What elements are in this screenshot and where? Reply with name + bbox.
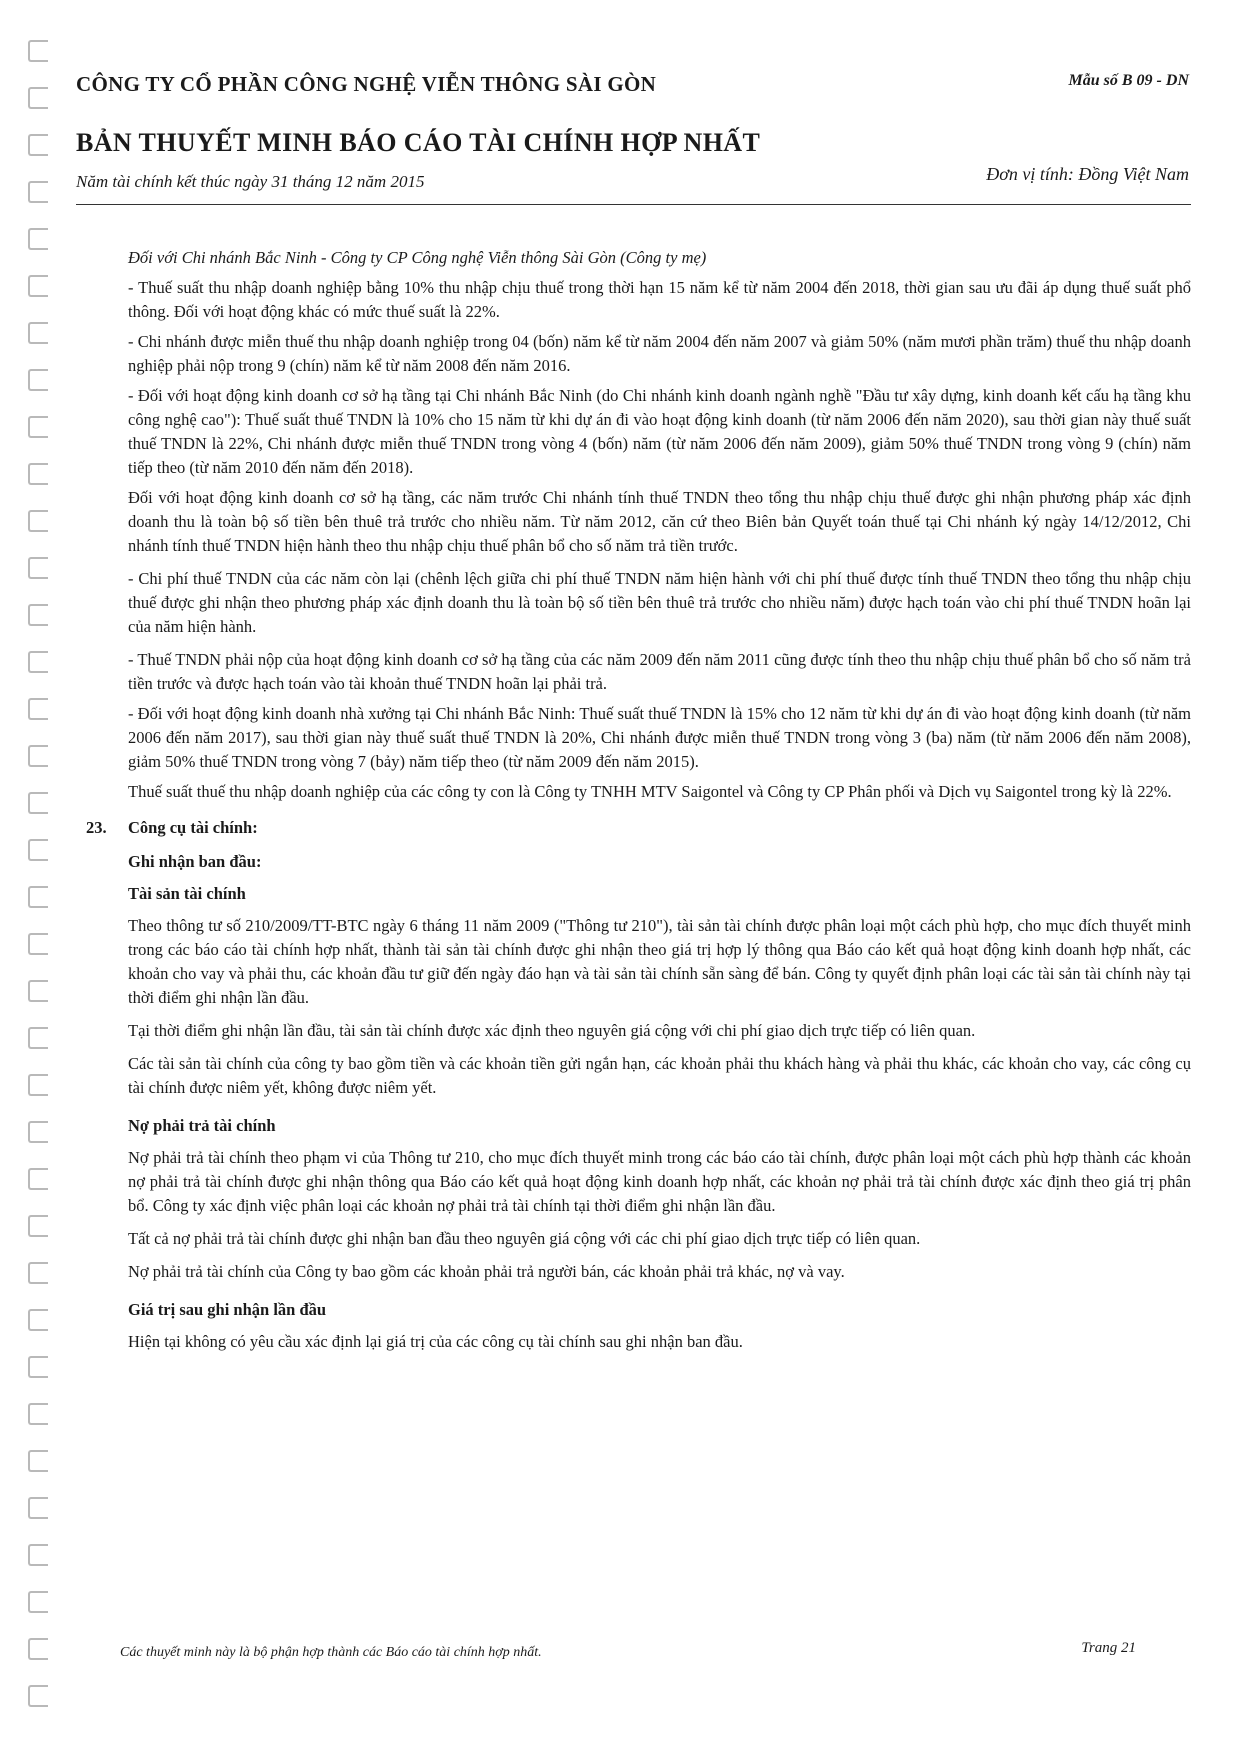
binding-hole [28,1027,48,1049]
tax-paragraph: - Chi phí thuế TNDN của các năm còn lại (chênh lệch giữa chi phí thuế TNDN năm hiện hành với chi phí thuế được tính thuế TNDN theo tổng thu nhập chịu thuế được ghi nhận theo phương pháp xác định doanh thu là toàn bộ số tiền bên thuê trả trước cho nhiều năm) được hạch toán vào chi phí thuế TNDN hoãn lại của năm hiện hành. [128,569,1191,636]
tax-paragraph: - Đối với hoạt động kinh doanh cơ sở hạ tầng tại Chi nhánh Bắc Ninh (do Chi nhánh kinh doanh ngành nghề "Đầu tư xây dựng, kinh doanh kết cấu hạ tầng khu công nghệ cao"): Thuế suất thuế TNDN là 10% cho 15 năm từ khi dự án đi vào hoạt động kinh doanh (từ năm 2006 đến năm 2020), sau thời gian này thuế suất thuế TNDN là 22%, Chi nhánh được miễn thuế TNDN trong vòng 4 (bốn) năm (từ năm 2006 đến năm 2009), giảm 50% thuế TNDN trong vòng 9 (chín) năm tiếp theo (từ năm 2010 đến năm đến 2018). [128,386,1191,477]
section-title: Công cụ tài chính: [128,818,258,837]
binding-hole [28,181,48,203]
binding-hole [28,980,48,1002]
header-divider [76,204,1191,205]
binding-hole [28,886,48,908]
binding-hole [28,40,48,62]
binding-hole [28,604,48,626]
tax-paragraph: - Thuế suất thu nhập doanh nghiệp bằng 10% thu nhập chịu thuế trong thời hạn 15 năm kể từ năm 2004 đến 2018, thời gian sau ưu đãi áp dụng thuế suất phổ thông. Đối với hoạt động khác có mức thuế suất là 22%. [128,278,1191,321]
subsequent-measurement-paragraph: Hiện tại không có yêu cầu xác định lại giá trị của các công cụ tài chính sau ghi nhận ban đầu. [128,1332,743,1351]
binding-hole [28,1403,48,1425]
binding-hole [28,651,48,673]
binding-hole [28,275,48,297]
tax-paragraph: Đối với hoạt động kinh doanh cơ sở hạ tầng, các năm trước Chi nhánh tính thuế TNDN theo tổng thu nhập chịu thuế được ghi nhận phương pháp xác định doanh thu là toàn bộ số tiền bên thuê trả trước cho nhiều năm. Từ năm 2012, căn cứ theo Biên bản Quyết toán thuế tại Chi nhánh ký ngày 14/12/2012, Chi nhánh tính thuế TNDN hiện hành theo thu nhập chịu thuế phân bổ cho số năm trả tiền trước. [128,488,1191,555]
financial-assets-heading: Tài sản tài chính [128,884,246,903]
tax-paragraph: Thuế suất thuế thu nhập doanh nghiệp của các công ty con là Công ty TNHH MTV Saigontel và Công ty CP Phân phối và Dịch vụ Saigontel trong kỳ là 22%. [128,782,1172,801]
binding-hole [28,1591,48,1613]
binding-hole [28,1309,48,1331]
document-body [86,246,1191,1363]
binding-hole [28,745,48,767]
financial-liabilities-paragraph: Nợ phải trả tài chính theo phạm vi của Thông tư 210, cho mục đích thuyết minh trong các báo cáo tài chính, được phân loại một cách phù hợp thành các khoản nợ phải trả tài chính được ghi nhận thông qua Báo cáo kết quả hoạt động kinh doanh hợp nhất, các khoản nợ phải trả tài chính được xác định theo giá trị phân bổ. Công ty xác định việc phân loại các khoản nợ phải trả tài chính tại thời điểm ghi nhận lần đầu. [128,1148,1191,1215]
binding-hole [28,1074,48,1096]
fiscal-period: Năm tài chính kết thúc ngày 31 tháng 12 năm 2015 [76,172,425,191]
binding-hole [28,1638,48,1660]
financial-assets-paragraph: Theo thông tư số 210/2009/TT-BTC ngày 6 tháng 11 năm 2009 ("Thông tư 210"), tài sản tài chính được phân loại một cách phù hợp, cho mục đích thuyết minh trong các báo cáo tài chính hợp nhất, thành tài sản tài chính được ghi nhận theo giá trị hợp lý thông qua Báo cáo kết quả hoạt động kinh doanh hợp nhất, các khoản cho vay và phải thu, các khoản đầu tư giữ đến ngày đáo hạn và tài sản tài chính sẵn sàng để bán. Công ty quyết định phân loại các tài sản tài chính này tại thời điểm ghi nhận lần đầu. [128,916,1191,1007]
branch-heading: Đối với Chi nhánh Bắc Ninh - Công ty CP Công nghệ Viễn thông Sài Gòn (Công ty mẹ) [128,248,707,267]
tax-paragraph: - Chi nhánh được miễn thuế thu nhập doanh nghiệp trong 04 (bốn) năm kể từ năm 2004 đến năm 2007 và giảm 50% (năm mươi phần trăm) thuế thu nhập doanh nghiệp phải nộp trong 9 (chín) năm kể từ năm 2008 đến năm 2016. [128,332,1191,375]
footer-note: Các thuyết minh này là bộ phận hợp thành các Báo cáo tài chính hợp nhất. [120,1645,542,1660]
currency-unit: Đơn vị tính: Đồng Việt Nam [986,164,1189,184]
binding-hole [28,1356,48,1378]
section-heading [86,816,1191,840]
binding-hole [28,463,48,485]
binding-hole [28,510,48,532]
binding-hole [28,698,48,720]
binding-hole [28,1450,48,1472]
page-number: Trang 21 [1081,1640,1136,1656]
binding-hole [28,792,48,814]
binding-hole [28,369,48,391]
financial-assets-paragraph: Các tài sản tài chính của công ty bao gồm tiền và các khoản tiền gửi ngắn hạn, các khoản phải thu khách hàng và phải thu khác, các khoản cho vay, các công cụ tài chính được niêm yết, không được niêm yết. [128,1054,1191,1097]
binding-hole [28,322,48,344]
initial-recognition-heading: Ghi nhận ban đầu: [128,852,262,871]
financial-liabilities-paragraph: Tất cả nợ phải trả tài chính được ghi nhận ban đầu theo nguyên giá cộng với các chi phí giao dịch trực tiếp có liên quan. [128,1229,921,1248]
financial-assets-paragraph: Tại thời điểm ghi nhận lần đầu, tài sản tài chính được xác định theo nguyên giá cộng với chi phí giao dịch trực tiếp có liên quan. [128,1021,976,1040]
binding-hole [28,228,48,250]
binding-hole [28,1685,48,1707]
page-title: BẢN THUYẾT MINH BÁO CÁO TÀI CHÍNH HỢP NHẤT [76,128,761,157]
form-code: Mẫu số B 09 - DN [1068,72,1189,89]
binding-hole [28,933,48,955]
binding-hole [28,134,48,156]
binding-hole [28,1215,48,1237]
binding-hole [28,1262,48,1284]
subsequent-measurement-heading: Giá trị sau ghi nhận lần đầu [128,1300,327,1319]
binding-hole [28,557,48,579]
binding-hole [28,1497,48,1519]
binding-hole [28,1121,48,1143]
tax-paragraph: - Đối với hoạt động kinh doanh nhà xưởng tại Chi nhánh Bắc Ninh: Thuế suất thuế TNDN là 15% cho 12 năm từ khi dự án đi vào hoạt động kinh doanh (từ năm 2006 đến năm 2017), sau thời gian này thuế suất thuế TNDN là 20%, Chi nhánh được miễn thuế TNDN trong vòng 3 (ba) năm (từ năm 2006 đến năm 2008), giảm 50% thuế TNDN trong vòng 7 (bảy) năm tiếp theo (từ năm 2009 đến năm 2015). [128,704,1191,771]
financial-liabilities-heading: Nợ phải trả tài chính [128,1116,276,1135]
section-number: 23. [86,818,107,837]
company-name: CÔNG TY CỔ PHẦN CÔNG NGHỆ VIỄN THÔNG SÀI GÒN [76,72,657,96]
binding-hole [28,416,48,438]
binding-hole [28,1544,48,1566]
binding-hole [28,1168,48,1190]
financial-liabilities-paragraph: Nợ phải trả tài chính của Công ty bao gồm các khoản phải trả người bán, các khoản phải trả khác, nợ và vay. [128,1262,845,1281]
binding-hole [28,839,48,861]
tax-paragraph: - Thuế TNDN phải nộp của hoạt động kinh doanh cơ sở hạ tầng của các năm 2009 đến năm 2011 cũng được tính theo thu nhập chịu thuế phân bổ cho số năm trả tiền trước và được hạch toán vào tài khoản thuế TNDN hoãn lại phải trả. [128,650,1191,693]
binding-hole [28,87,48,109]
binding-holes [18,40,48,1730]
